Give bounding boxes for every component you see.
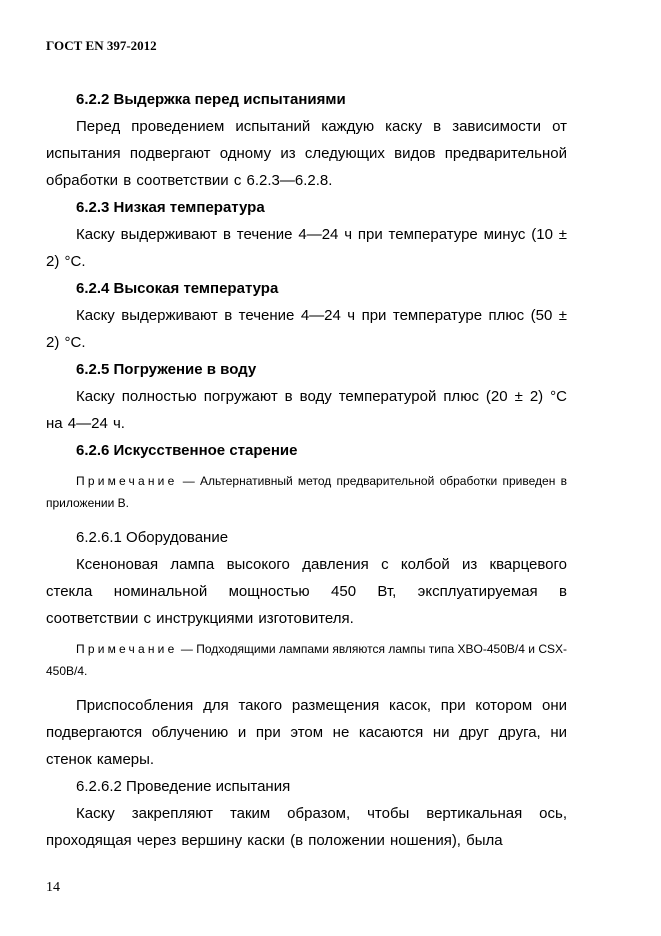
note-text: — Альтернативный метод предварительной обработки приведен в приложении В. [46, 474, 567, 510]
note-label: Примечание [76, 474, 178, 488]
note-label: Примечание [76, 642, 178, 656]
paragraph-6-2-4: Каску выдерживают в течение 4—24 ч при температуре плюс (50 ± 2) °С. [46, 307, 567, 351]
paragraph-6-2-6-1: Ксеноновая лампа высокого давления с колбой из кварцевого стекла номинальной мощностью 450 Вт, эксплуатируемая в соответствии с инструкциями изготовителя. [46, 556, 567, 627]
page-body [46, 86, 567, 854]
heading-6-2-2: 6.2.2 Выдержка перед испытаниями [76, 91, 346, 108]
heading-6-2-3: 6.2.3 Низкая температура [76, 199, 265, 216]
paragraph-6-2-5: Каску полностью погружают в воду температурой плюс (20 ± 2) °С на 4—24 ч. [46, 388, 567, 432]
heading-6-2-6: 6.2.6 Искусственное старение [76, 442, 298, 459]
paragraph-6-2-6-2: Каску закрепляют таким образом, чтобы вертикальная ось, проходящая через вершину каски (в положении ношения), была [46, 805, 567, 849]
note-6-2-6 [46, 470, 567, 514]
paragraph-6-2-6-1-fixtures: Приспособления для такого размещения касок, при котором они подвергаются облучению и при этом не касаются ни друг друга, ни стенок камеры. [46, 697, 567, 768]
paragraph-6-2-3: Каску выдерживают в течение 4—24 ч при температуре минус (10 ± 2) °С. [46, 226, 567, 270]
note-text: — Подходящими лампами являются лампы типа XBO-450B/4 и CSX-450B/4. [46, 642, 567, 678]
document-header: ГОСТ EN 397-2012 [46, 38, 157, 53]
note-6-2-6-1 [46, 638, 567, 682]
page-number: 14 [46, 880, 60, 895]
paragraph-6-2-2: Перед проведением испытаний каждую каску в зависимости от испытания подвергают одному из следующих видов предварительной обработки в соответствии с 6.2.3—6.2.8. [46, 118, 567, 189]
heading-6-2-6-2: 6.2.6.2 Проведение испытания [76, 778, 291, 795]
heading-6-2-5: 6.2.5 Погружение в воду [76, 361, 257, 378]
heading-6-2-4: 6.2.4 Высокая температура [76, 280, 279, 297]
heading-6-2-6-1: 6.2.6.1 Оборудование [76, 529, 229, 546]
